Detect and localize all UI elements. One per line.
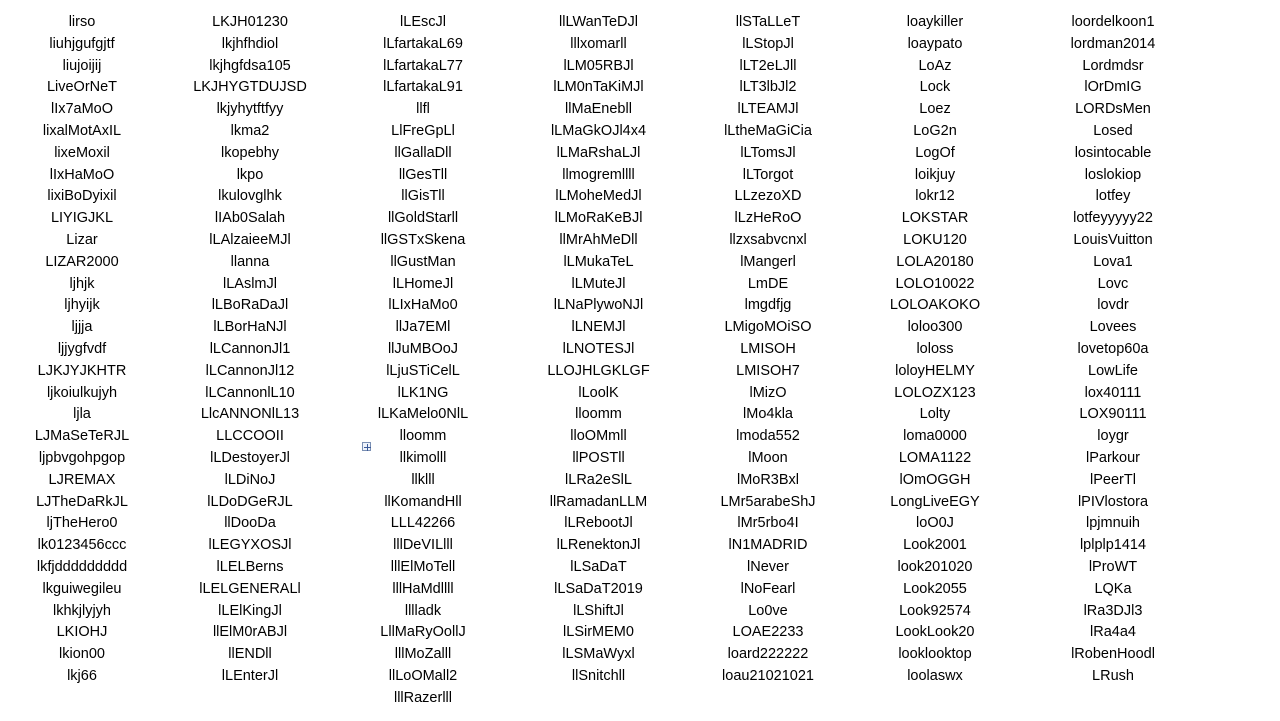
table-cell: lLAlzaieeMJl [209, 231, 291, 248]
table-cell: lllladk [404, 602, 442, 619]
table-cell: llENDll [228, 646, 272, 663]
table-cell: LLCCOOII [216, 428, 284, 445]
table-cell: lLK1NG [397, 384, 449, 401]
table-cell: Lovc [1097, 275, 1129, 292]
table-cell: lk0123456ccc [37, 537, 127, 554]
table-cell: lLTEAMJl [737, 101, 799, 118]
table-cell: lLDoDGeRJL [207, 493, 293, 510]
table-cell: llzxsabvcnxl [729, 231, 807, 248]
table-cell: LiveOrNeT [46, 79, 118, 96]
table-cell: look201020 [897, 558, 973, 575]
table-cell: loygr [1097, 428, 1129, 445]
table-cell: llGoldStarll [387, 210, 459, 227]
table-cell: lkpo [236, 166, 264, 183]
table-cell: lLRenektonJl [556, 537, 641, 554]
table-cell: llJa7EMl [395, 319, 451, 336]
table-cell: lkma2 [230, 122, 270, 139]
table-cell: lLfartakaL77 [383, 57, 463, 74]
table-cell: llfl [416, 101, 430, 118]
table-cell: llRamadanLLM [549, 493, 648, 510]
table-cell: lLHomeJl [392, 275, 454, 292]
table-cell: LOAE2233 [732, 624, 804, 641]
table-cell: lLMoheMedJl [555, 188, 642, 205]
table-cell: lLKaMelo0NlL [377, 406, 469, 423]
table-cell: lllElMoTell [390, 558, 456, 575]
table-cell: llGisTll [401, 188, 445, 205]
table-cell: lotfeyyyyy22 [1073, 210, 1153, 227]
table-cell: lRobenHoodl [1071, 646, 1155, 663]
table-cell: looklooktop [898, 646, 972, 663]
table-column [849, 12, 1021, 710]
table-cell: lkfjddddddddd [36, 558, 128, 575]
table-cell: LOKU120 [903, 231, 967, 248]
table-cell: lovetop60a [1077, 340, 1149, 357]
table-cell: ljla [73, 406, 91, 423]
table-cell: loma0000 [903, 428, 967, 445]
table-cell: Lordmdsr [1082, 57, 1144, 74]
table-cell: lox40111 [1084, 384, 1142, 401]
table-cell: lloomm [575, 406, 622, 423]
table-cell: lkjhfhdiol [221, 35, 279, 52]
table-cell: lLTorgot [742, 166, 794, 183]
table-column [510, 12, 687, 710]
table-cell: loau21021021 [722, 667, 814, 684]
table-cell: Loez [919, 101, 951, 118]
table-cell: lLRa2eSlL [565, 471, 632, 488]
table-cell: llLoOMall2 [388, 667, 458, 684]
table-cell: lkj66 [67, 667, 97, 684]
username-table [0, 12, 1280, 710]
table-cell: lLEscJl [400, 14, 446, 30]
table-cell: lPeerTl [1090, 471, 1136, 488]
table-cell: lkhkjlyjyh [52, 602, 111, 619]
table-cell: lPIVlostora [1077, 493, 1149, 510]
table-cell: LookLook20 [895, 624, 975, 641]
table-cell: llGesTll [398, 166, 448, 183]
table-cell: llGustMan [390, 253, 456, 270]
table-cell: LOLOZX123 [894, 384, 976, 401]
table-cell: lRa4a4 [1090, 624, 1136, 641]
table-cell: lLEGYXOSJl [208, 537, 292, 554]
table-cell: LKIOHJ [56, 624, 108, 641]
table-cell: lLELGENERALl [199, 580, 301, 597]
table-cell: lMoon [748, 449, 788, 466]
table-cell: LJREMAX [48, 471, 116, 488]
table-cell: lIxHaMoO [49, 166, 115, 183]
table-cell: lkjhgfdsa105 [209, 57, 291, 74]
table-column [336, 12, 510, 710]
table-cell: LouisVuitton [1073, 231, 1153, 248]
table-cell: Look92574 [899, 602, 971, 619]
table-cell: ljjja [71, 319, 93, 336]
table-cell: lLCannonJl1 [209, 340, 291, 357]
table-cell: lLBorHaNJl [213, 319, 287, 336]
table-cell: loordelkoon1 [1071, 14, 1155, 30]
table-cell: lpjmnuih [1086, 515, 1140, 532]
table-cell: llmogremllll [562, 166, 635, 183]
table-cell: LJKJYJKHTR [37, 362, 127, 379]
table-cell: lMr5rbo4I [737, 515, 799, 532]
table-cell: Lova1 [1093, 253, 1133, 270]
table-cell: Look2001 [903, 537, 967, 554]
table-cell: lLSMaWyxl [562, 646, 635, 663]
table-cell: llJuMBOoJ [387, 340, 459, 357]
table-cell: lotfey [1095, 188, 1131, 205]
table-column [0, 12, 164, 710]
table-cell: lMangerl [740, 253, 796, 270]
table-cell: lLMaRshaLJl [556, 144, 641, 161]
table-cell: LowLife [1088, 362, 1138, 379]
table-cell: lLT2eLJll [739, 57, 797, 74]
table-cell: llMaEnebll [565, 101, 632, 118]
table-cell: Lolty [919, 406, 951, 423]
table-cell: lkjyhytftfyy [216, 101, 284, 118]
table-cell: lMoR3Bxl [736, 471, 800, 488]
table-cell: lIx7aMoO [50, 101, 114, 118]
table-cell: lLAslmJl [223, 275, 277, 292]
table-cell: lLMuteJl [571, 275, 626, 292]
table-cell: LoG2n [913, 122, 957, 139]
table-cell: LMISOH7 [736, 362, 800, 379]
table-cell: loloss [916, 340, 954, 357]
table-cell: lN1MADRID [728, 537, 808, 554]
table-cell: lplplp1414 [1079, 537, 1147, 554]
table-cell: ljhjk [69, 275, 95, 292]
table-cell: LongLiveEGY [890, 493, 980, 510]
table-cell: lmoda552 [736, 428, 800, 445]
table-cell: LlFreGpLl [391, 122, 455, 139]
table-cell: lLShiftJl [573, 602, 624, 619]
table-cell: lLBoRaDaJl [211, 297, 289, 314]
table-cell: LLzezoXD [734, 188, 802, 205]
table-cell: llMrAhMeDll [559, 231, 638, 248]
table-cell: lLElKingJl [218, 602, 282, 619]
table-cell: lokr12 [915, 188, 955, 205]
table-cell: loslokiop [1084, 166, 1142, 183]
table-cell: llKomandHll [384, 493, 462, 510]
table-column [1021, 12, 1205, 710]
table-cell: lixiBoDyixil [47, 188, 117, 205]
table-cell: LOLO10022 [895, 275, 975, 292]
table-cell: lllMoZalll [394, 646, 452, 663]
table-cell: lloomm [399, 428, 447, 445]
table-cell: lLoolK [578, 384, 619, 401]
table-cell: llGSTxSkena [380, 231, 466, 248]
table-cell: lNoFearl [740, 580, 796, 597]
table-cell: lLzHeRoO [734, 210, 802, 227]
table-cell: LMISOH [740, 340, 796, 357]
table-cell: llPOSTll [572, 449, 625, 466]
table-cell: ljpbvgohpgop [38, 449, 126, 466]
table-cell: lLELBerns [216, 558, 284, 575]
table-cell: LOMA1122 [898, 449, 972, 466]
table-cell: ljhyijk [64, 297, 100, 314]
table-cell: lLMukaTeL [563, 253, 634, 270]
table-cell: LlcANNONlL13 [200, 406, 300, 423]
table-cell: llSnitchll [571, 667, 626, 684]
table-cell: lLMaGkOJl4x4 [550, 122, 647, 139]
table-cell: llLWanTeDJl [559, 14, 638, 30]
table-cell: lllRazerlll [393, 689, 452, 706]
table-cell: LOLA20180 [896, 253, 974, 270]
table-cell: llDooDa [224, 515, 276, 532]
table-cell: loloyHELMY [895, 362, 975, 379]
table-cell: LLL42266 [390, 515, 456, 532]
table-cell: lLSirMEM0 [563, 624, 634, 641]
table-cell: llklll [411, 471, 435, 488]
table-cell: llkimolll [399, 449, 447, 466]
table-cell: lirso [68, 14, 96, 30]
table-cell: ljjygfvdf [57, 340, 107, 357]
table-cell: loO0J [916, 515, 954, 532]
table-cell: lLjuSTiCelL [386, 362, 460, 379]
table-cell: loolaswx [907, 667, 963, 684]
table-cell: Lock [919, 79, 951, 96]
move-arrows-icon[interactable] [362, 442, 371, 451]
table-cell: lkopebhy [220, 144, 280, 161]
table-cell: llanna [230, 253, 270, 270]
table-cell: lLEnterJl [221, 667, 279, 684]
table-cell: Look2055 [903, 580, 967, 597]
table-cell: lkguiwegileu [42, 580, 122, 597]
table-cell: lLDiNoJ [224, 471, 276, 488]
table-cell: Lovees [1089, 319, 1137, 336]
table-cell: LIZAR2000 [45, 253, 119, 270]
table-cell: liuhjgufgjtf [49, 35, 115, 52]
table-cell: LOKSTAR [901, 210, 969, 227]
table-cell: lMizO [749, 384, 787, 401]
table-cell: lLNEMJl [571, 319, 626, 336]
table-cell: LOX90111 [1079, 406, 1147, 423]
table-cell: lProWT [1088, 558, 1138, 575]
table-cell: lMo4kla [743, 406, 793, 423]
table-cell: lOmOGGH [899, 471, 971, 488]
table-cell: lloOMmll [570, 428, 627, 445]
table-cell: lLIxHaMo0 [388, 297, 458, 314]
table-cell: ljkoiulkujyh [46, 384, 118, 401]
table-cell: Losed [1093, 122, 1133, 139]
table-cell: lLT3lbJl2 [739, 79, 797, 96]
table-cell: lllDeVILlll [393, 537, 453, 554]
table-cell: LLOJHLGKLGF [547, 362, 650, 379]
table-cell: lLSaDaT2019 [554, 580, 643, 597]
table-cell: LORDsMen [1075, 101, 1151, 118]
table-cell: lixeMoxil [54, 144, 110, 161]
table-column [164, 12, 336, 710]
table-cell: LogOf [915, 144, 955, 161]
table-cell: lOrDmIG [1084, 79, 1142, 96]
table-cell: loloo300 [907, 319, 963, 336]
table-cell: lLNOTESJl [562, 340, 635, 357]
table-cell: lLTomsJl [740, 144, 796, 161]
table-cell: lLCannonlL10 [205, 384, 295, 401]
table-cell: llGallaDll [394, 144, 452, 161]
table-cell: Lo0ve [748, 602, 788, 619]
table-cell: lNever [747, 558, 789, 575]
table-cell: loikjuy [914, 166, 956, 183]
table-cell: lLM05RBJl [563, 57, 634, 74]
table-cell: losintocable [1074, 144, 1152, 161]
table-cell: liujoijij [62, 57, 102, 74]
table-cell: lLNaPlywoNJl [553, 297, 644, 314]
table-cell: lixalMotAxIL [42, 122, 122, 139]
table-cell: LmDE [747, 275, 789, 292]
table-cell: lLfartakaL91 [383, 79, 463, 96]
table-cell: llSTaLLeT [735, 14, 801, 30]
table-cell: llElM0rABJl [212, 624, 288, 641]
table-cell: LIYIGJKL [50, 210, 114, 227]
table-cell: lRa3DJl3 [1083, 602, 1143, 619]
table-cell: lParkour [1086, 449, 1140, 466]
table-cell: lovdr [1097, 297, 1129, 314]
table-cell: lLMoRaKeBJl [554, 210, 643, 227]
table-cell: lLCannonJl12 [205, 362, 295, 379]
table-cell: LMr5arabeShJ [720, 493, 816, 510]
table-cell: lmgdfjg [744, 297, 792, 314]
table-cell: lLtheMaGiCia [724, 122, 812, 139]
table-cell: lllHaMdllll [392, 580, 454, 597]
table-cell: Lizar [66, 231, 98, 248]
table-cell: lIAb0Salah [214, 210, 286, 227]
table-cell: lLM0nTaKiMJl [553, 79, 644, 96]
table-cell: loaypato [907, 35, 963, 52]
table-cell: loaykiller [906, 14, 964, 30]
table-cell: LRush [1092, 667, 1134, 684]
table-cell: lLStopJl [742, 35, 794, 52]
table-cell: LllMaRyOollJ [380, 624, 466, 641]
table-cell: LOLOAKOKO [889, 297, 981, 314]
table-column [687, 12, 849, 710]
table-cell: LQKa [1094, 580, 1132, 597]
table-cell: ljTheHero0 [46, 515, 118, 532]
table-cell: lordman2014 [1070, 35, 1156, 52]
table-cell: LMigoMOiSO [724, 319, 812, 336]
table-cell: lllxomarll [570, 35, 627, 52]
table-cell: lLDestoyerJl [210, 449, 290, 466]
table-cell: LKJH01230 [212, 14, 288, 30]
table-cell: LJTheDaRkJL [36, 493, 128, 510]
table-cell: loard222222 [727, 646, 809, 663]
table-cell: lLfartakaL69 [383, 35, 463, 52]
table-cell: lLSaDaT [570, 558, 627, 575]
table-cell: lLRebootJl [564, 515, 633, 532]
table-cell: LJMaSeTeRJL [34, 428, 130, 445]
table-cell: lkulovglhk [218, 188, 282, 205]
table-cell: lkion00 [59, 646, 105, 663]
table-cell: LKJHYGTDUJSD [193, 79, 307, 96]
table-cell: LoAz [918, 57, 952, 74]
